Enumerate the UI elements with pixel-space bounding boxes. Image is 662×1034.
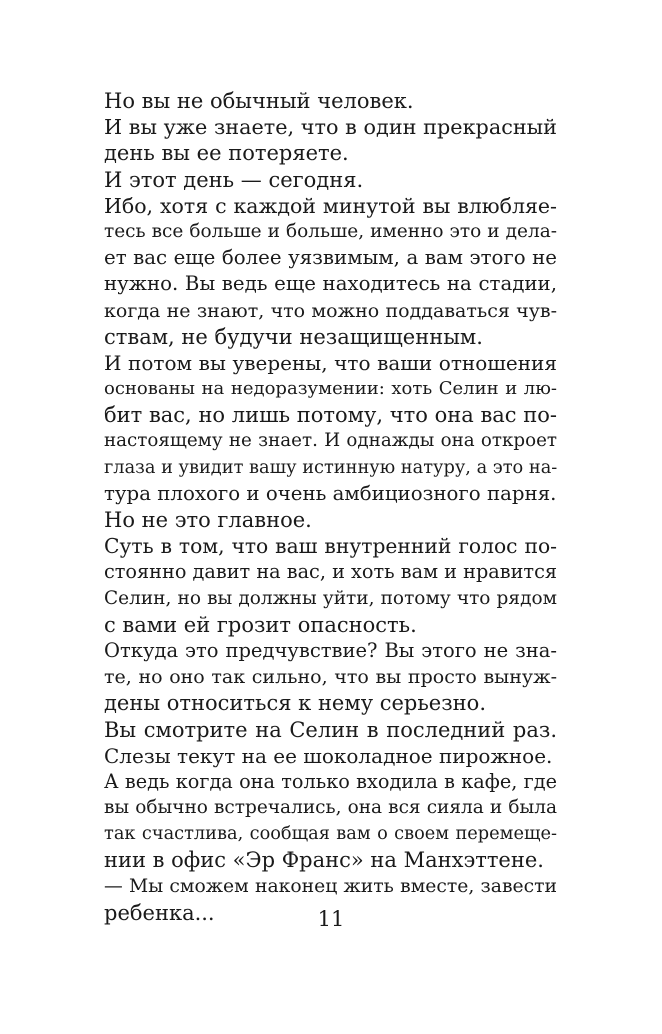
text-line: тура плохого и очень амбициозного парня.	[104, 481, 557, 505]
text-line: Ибо, хотя с каждой минутой вы влюбляе-	[104, 193, 557, 218]
text-line: И потом вы уверены, что ваши отношения	[104, 350, 557, 375]
text-line: бит вас, но лишь потому, что она вас по-	[104, 403, 557, 428]
text-line: И вы уже знаете, что в один прекрасный	[104, 115, 557, 140]
text-line: — Мы сможем наконец жить вместе, завести	[104, 875, 557, 897]
text-line: нии в офис «Эр Франс» на Манхэттене.	[104, 848, 544, 873]
text-line: Слезы текут на ее шоколадное пирожное.	[104, 743, 553, 768]
text-line: А ведь когда она только входила в кафе, где	[104, 769, 557, 793]
text-line: Вы смотрите на Селин в последний раз.	[104, 717, 557, 742]
text-line: дены относиться к нему серьезно.	[104, 691, 486, 716]
text-line: Но не это главное.	[104, 508, 312, 532]
text-line: настоящему не знает. И однажды она откроет	[104, 430, 557, 452]
text-line: те, но оно так сильно, что вы просто вынуж-	[104, 666, 557, 689]
text-line: день вы ее потеряете.	[104, 141, 349, 166]
text-line: с вами ей грозит опасность.	[104, 612, 417, 637]
text-line: И этот день — сегодня.	[104, 167, 364, 192]
text-line: Но вы не обычный человек.	[104, 89, 414, 113]
text-line: ет вас еще более уязвимым, а вам этого не	[104, 246, 557, 270]
text-line: основаны на недоразумении: хоть Селин и лю-	[104, 378, 557, 400]
text-line: ребенка...	[104, 900, 215, 925]
text-line: стоянно давит на вас, и хоть вам и нравится	[104, 560, 557, 584]
text-line: тесь все больше и больше, именно это и дела-	[104, 220, 557, 242]
text-line: вы обычно встречались, она вся сияла и была	[104, 797, 557, 819]
text-line: Суть в том, что ваш внутренний голос по-	[104, 534, 557, 559]
text-line: Селин, но вы должны уйти, потому что рядом	[104, 587, 557, 609]
text-line: когда не знают, что можно поддаваться чув-	[104, 299, 557, 322]
body-text	[104, 88, 557, 926]
page-number: 11	[317, 907, 345, 931]
text-line: ствам, не будучи незащищенным.	[104, 324, 483, 349]
text-line: глаза и увидит вашу истинную натуру, а это на-	[104, 457, 558, 478]
text-line: Откуда это предчувствие? Вы этого не зна-	[104, 638, 557, 662]
text-line: так счастлива, сообщая вам о своем перемеще-	[104, 824, 557, 845]
text-line: нужно. Вы ведь еще находитесь на стадии,	[104, 272, 557, 296]
